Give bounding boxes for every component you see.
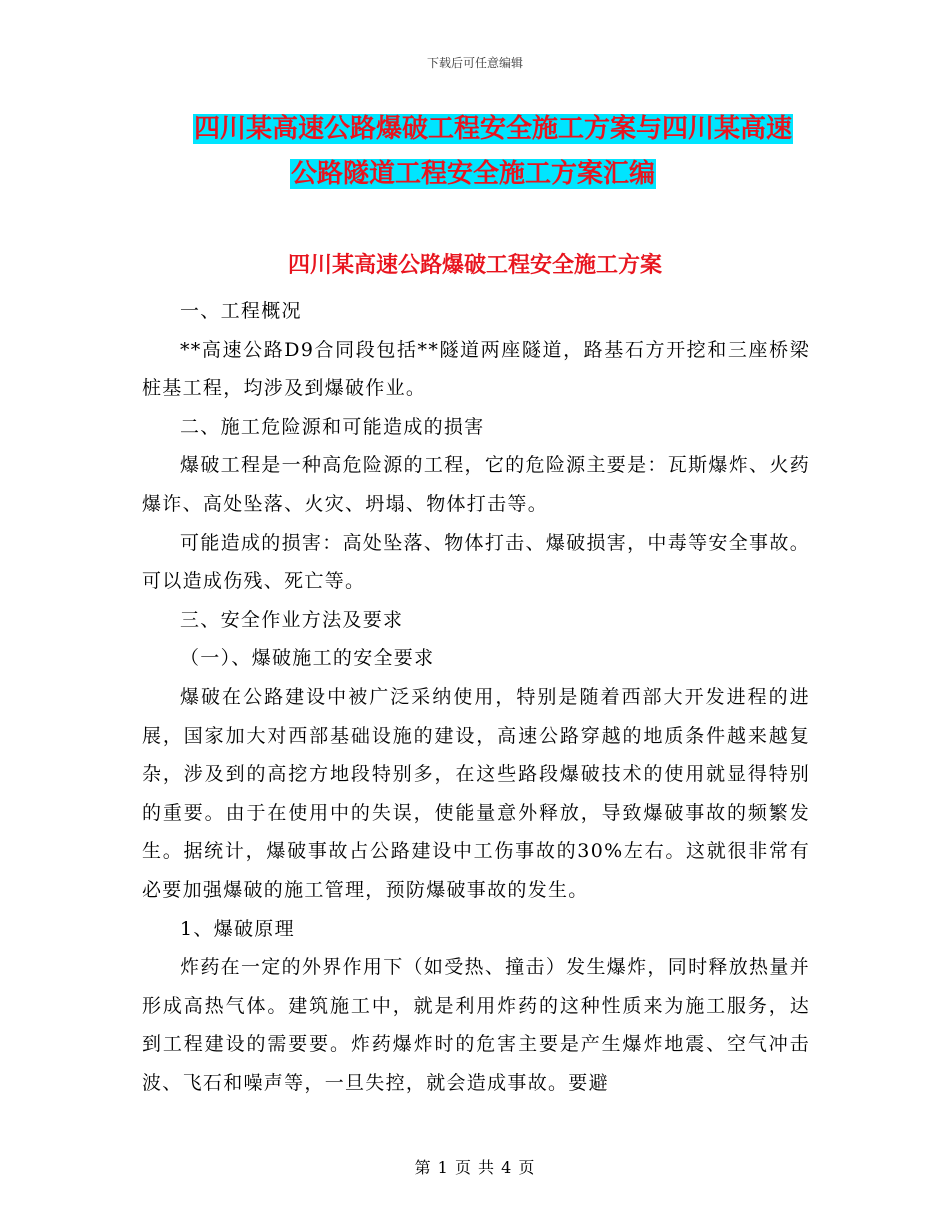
heading-safety-methods: 三、安全作业方法及要求 xyxy=(180,608,404,631)
paragraph: 可能造成的损害：高处坠落、物体打击、爆破损害，中毒等安全事故。可以造成伤残、死亡等。 xyxy=(142,531,810,593)
header-note: 下载后可任意编辑 xyxy=(426,56,523,70)
page-footer: 第 1 页 共 4 页 xyxy=(414,1158,536,1177)
document-body xyxy=(142,292,810,1102)
paragraph: 爆破工程是一种高危险源的工程，它的危险源主要是：瓦斯爆炸、火药爆诈、高处坠落、火灾、坍塌、物体打击等。 xyxy=(142,454,810,515)
section-subtitle: 四川某高速公路爆破工程安全施工方案 xyxy=(287,253,662,278)
paragraph: 爆破在公路建设中被广泛采纳使用，特别是随着西部大开发进程的进展，国家加大对西部基础设施的建设，高速公路穿越的地质条件越来越复杂，涉及到的高挖方地段特别多，在这些路段爆破技术的使用就显得特别的重要。由于在使用中的失误，使能量意外释放，导致爆破事故的频繁发生。据统计，爆破事故占公路建设中工伤事故的30%左右。这就很非常有必要加强爆破的施工管理，预防爆破事故的发生。 xyxy=(142,685,810,901)
document-title-line-2 xyxy=(290,153,950,195)
subheading-blasting-principle: 1、爆破原理 xyxy=(180,917,295,940)
document-title-line-1 xyxy=(193,108,873,150)
heading-hazards: 二、施工危险源和可能造成的损害 xyxy=(180,415,485,438)
title-highlight: 四川某高速公路爆破工程安全施工方案与四川某高速 xyxy=(194,114,793,144)
paragraph: **高速公路D9合同段包括**隧道两座隧道，路基石方开挖和三座桥梁桩基工程，均涉及到爆破作业。 xyxy=(142,338,810,400)
paragraph: 炸药在一定的外界作用下（如受热、撞击）发生爆炸，同时释放热量并形成高热气体。建筑施工中，就是利用炸药的这种性质来为施工服务，达到工程建设的需要要。炸药爆炸时的危害主要是产生爆炸地震、空气冲击波、飞石和噪声等，一旦失控，就会造成事故。要避 xyxy=(142,956,810,1094)
heading-project-overview: 一、工程概况 xyxy=(180,300,302,322)
subheading-blasting-safety: （一）、爆破施工的安全要求 xyxy=(180,647,435,670)
title-highlight: 公路隧道工程安全施工方案汇编 xyxy=(291,159,656,189)
